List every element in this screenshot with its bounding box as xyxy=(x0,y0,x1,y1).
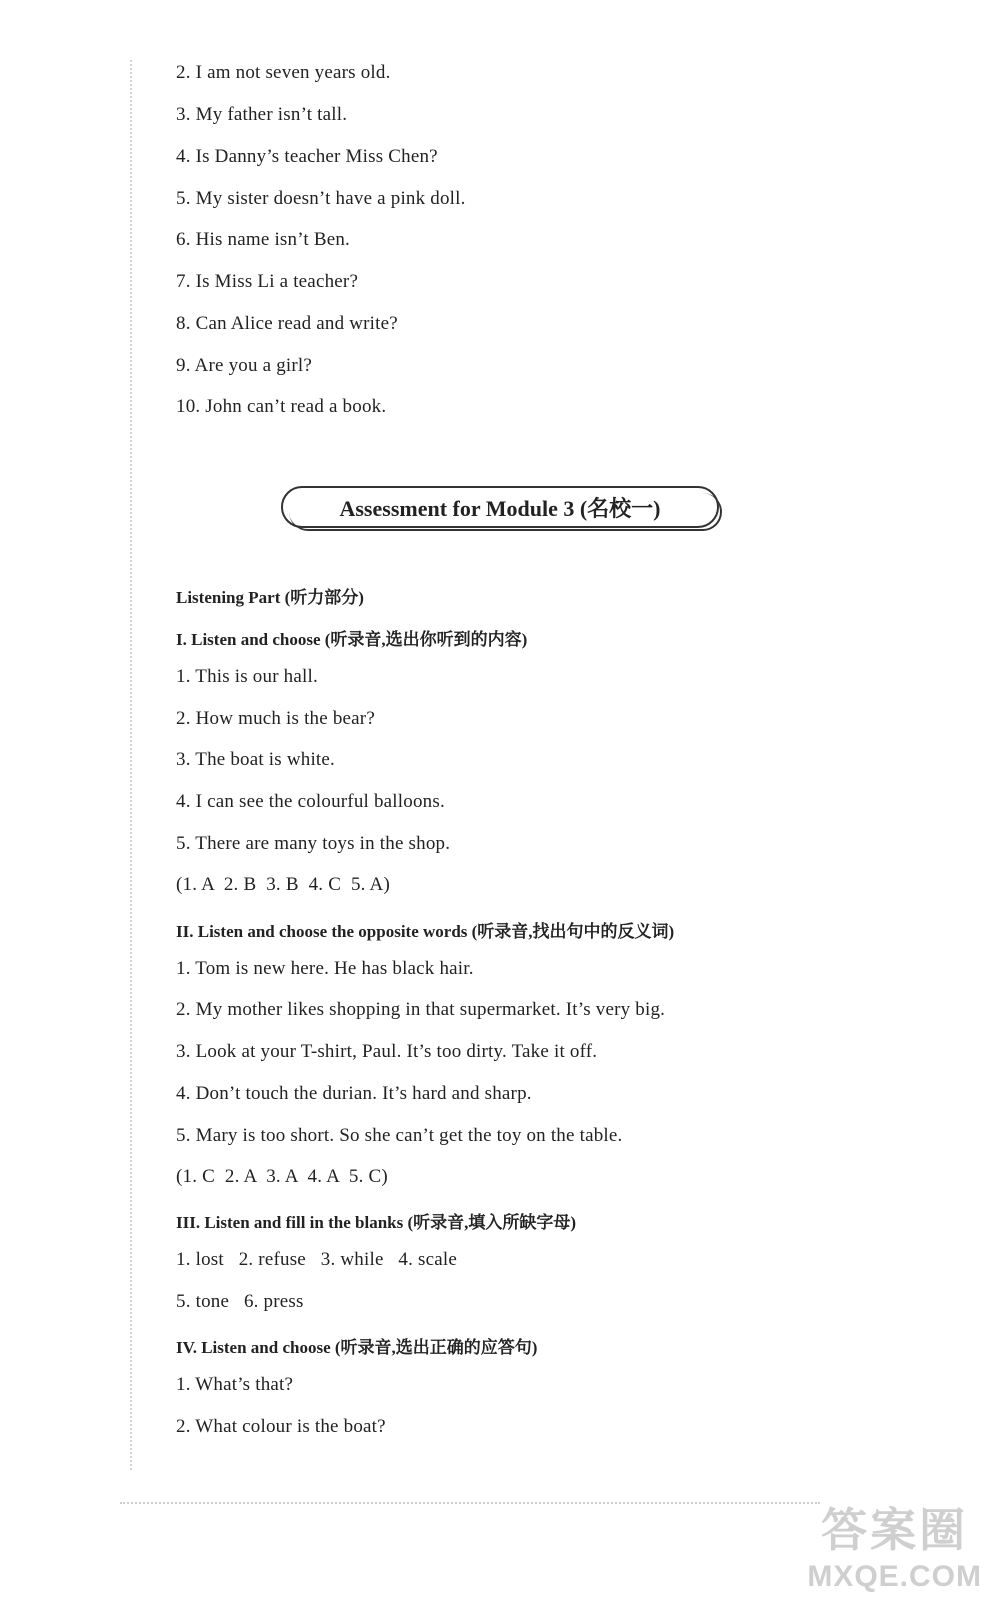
list-item: 1. What’s that? xyxy=(176,1374,294,1395)
listening-part-heading: Listening Part (听力部分) xyxy=(176,588,364,607)
list-item: 2. How much is the bear? xyxy=(176,708,375,729)
assessment-title xyxy=(281,486,719,528)
list-item: 3. Look at your T-shirt, Paul. It’s too dirty. Take it off. xyxy=(176,1041,598,1062)
list-item: 8. Can Alice read and write? xyxy=(176,313,398,334)
list-item: 7. Is Miss Li a teacher? xyxy=(176,271,359,292)
list-item: 6. His name isn’t Ben. xyxy=(176,229,350,250)
list-item: 1. This is our hall. xyxy=(176,666,318,687)
list-item: 9. Are you a girl? xyxy=(176,355,313,376)
list-item: 3. The boat is white. xyxy=(176,749,335,770)
section-2-answers: (1. C 2. A 3. A 4. A 5. C) xyxy=(176,1166,388,1187)
section-2-heading: II. Listen and choose the opposite words (听录音,找出句中的反义词) xyxy=(176,922,675,941)
section-3-answers-line-1: 1. lost 2. refuse 3. while 4. scale xyxy=(176,1249,458,1270)
list-item: 4. Don’t touch the durian. It’s hard and sharp. xyxy=(176,1083,532,1104)
list-item: 5. There are many toys in the shop. xyxy=(176,833,451,854)
watermark-url: MXQE.COM xyxy=(807,1560,982,1593)
binding-margin-line xyxy=(130,60,132,1470)
list-item: 2. My mother likes shopping in that supermarket. It’s very big. xyxy=(176,999,666,1020)
section-4-heading: IV. Listen and choose (听录音,选出正确的应答句) xyxy=(176,1338,538,1357)
list-item: 2. I am not seven years old. xyxy=(176,62,391,83)
assessment-title-text: Assessment for Module 3 (名校一) xyxy=(339,495,661,521)
list-item: 5. My sister doesn’t have a pink doll. xyxy=(176,188,466,209)
list-item: 4. I can see the colourful balloons. xyxy=(176,791,445,812)
list-item: 10. John can’t read a book. xyxy=(176,396,387,417)
list-item: 1. Tom is new here. He has black hair. xyxy=(176,958,474,979)
watermark-text: 答案圈 xyxy=(821,1504,969,1556)
section-1-answers: (1. A 2. B 3. B 4. C 5. A) xyxy=(176,874,390,895)
section-3-answers-line-2: 5. tone 6. press xyxy=(176,1291,304,1312)
list-item: 5. Mary is too short. So she can’t get the toy on the table. xyxy=(176,1125,623,1146)
section-1-heading: I. Listen and choose (听录音,选出你听到的内容) xyxy=(176,630,528,649)
list-item: 3. My father isn’t tall. xyxy=(176,104,348,125)
section-3-heading: III. Listen and fill in the blanks (听录音,填入所缺字母) xyxy=(176,1213,577,1232)
footer-divider xyxy=(120,1502,820,1504)
list-item: 2. What colour is the boat? xyxy=(176,1416,386,1437)
watermark-logo xyxy=(807,1494,982,1594)
list-item: 4. Is Danny’s teacher Miss Chen? xyxy=(176,146,438,167)
